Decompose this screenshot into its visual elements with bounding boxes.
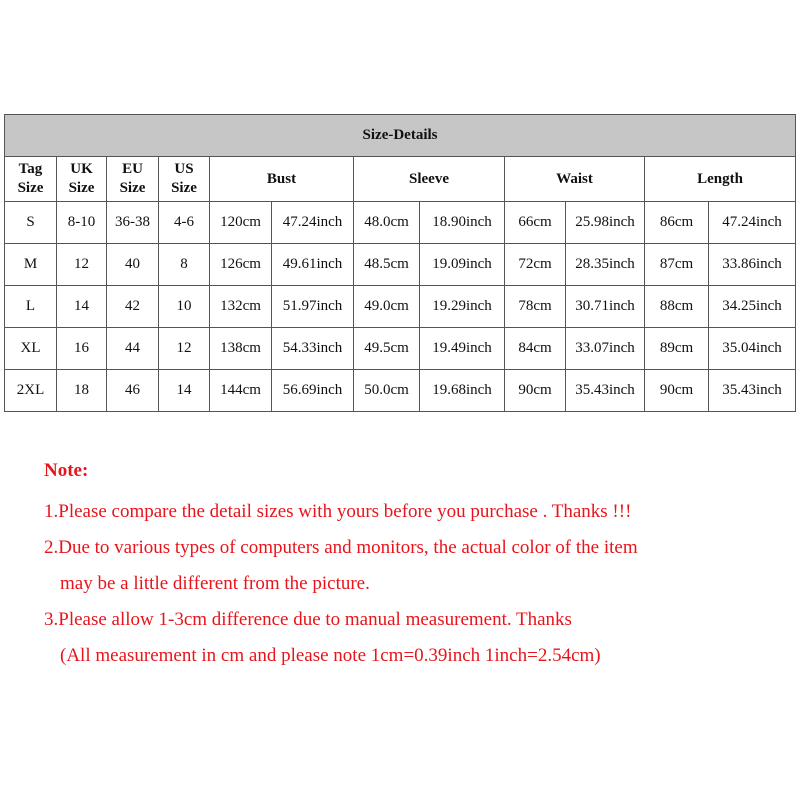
table-cell: 33.86inch	[709, 244, 796, 286]
table-cell: 25.98inch	[566, 202, 645, 244]
table-cell: 30.71inch	[566, 286, 645, 328]
table-cell: XL	[5, 328, 57, 370]
header-tag-size	[5, 157, 57, 202]
note-title: Note:	[44, 460, 89, 481]
header-eu-size-line1: EU	[122, 161, 143, 177]
table-cell: 49.5cm	[354, 328, 420, 370]
table-cell: 47.24inch	[709, 202, 796, 244]
table-cell: 72cm	[505, 244, 566, 286]
table-cell: 19.68inch	[420, 370, 505, 412]
table-cell: 86cm	[645, 202, 709, 244]
note-line-3: 3.Please allow 1-3cm difference due to manual measurement. Thanks	[44, 609, 572, 630]
table-cell: 47.24inch	[272, 202, 354, 244]
table-cell: 4-6	[159, 202, 210, 244]
table-cell: 49.0cm	[354, 286, 420, 328]
table-cell: 49.61inch	[272, 244, 354, 286]
header-bust: Bust	[210, 157, 354, 202]
table-cell: 19.29inch	[420, 286, 505, 328]
table-cell: 44	[107, 328, 159, 370]
header-length: Length	[645, 157, 796, 202]
table-cell: 35.43inch	[566, 370, 645, 412]
table-cell: 48.5cm	[354, 244, 420, 286]
table-cell: 34.25inch	[709, 286, 796, 328]
table-cell: 120cm	[210, 202, 272, 244]
table-cell: 35.04inch	[709, 328, 796, 370]
table-title-row	[5, 115, 796, 157]
header-us-size	[159, 157, 210, 202]
table-cell: 42	[107, 286, 159, 328]
table-row	[5, 202, 796, 244]
note-line-2: 2.Due to various types of computers and monitors, the actual color of the item	[44, 537, 638, 558]
table-cell: 89cm	[645, 328, 709, 370]
table-cell: 56.69inch	[272, 370, 354, 412]
table-title: Size-Details	[5, 115, 796, 157]
table-cell: 8-10	[57, 202, 107, 244]
table-cell: 50.0cm	[354, 370, 420, 412]
header-tag-size-line2: Size	[17, 180, 44, 196]
table-cell: M	[5, 244, 57, 286]
table-row	[5, 328, 796, 370]
table-cell: 18.90inch	[420, 202, 505, 244]
table-cell: 8	[159, 244, 210, 286]
table-cell: 144cm	[210, 370, 272, 412]
table-cell: 28.35inch	[566, 244, 645, 286]
table-header-row	[5, 157, 796, 202]
table-cell: 40	[107, 244, 159, 286]
header-us-size-line1: US	[174, 161, 194, 177]
header-waist: Waist	[505, 157, 645, 202]
header-uk-size	[57, 157, 107, 202]
table-cell: 66cm	[505, 202, 566, 244]
table-cell: 126cm	[210, 244, 272, 286]
notes-section	[44, 456, 784, 674]
table-cell: 88cm	[645, 286, 709, 328]
table-cell: 51.97inch	[272, 286, 354, 328]
header-us-size-line2: Size	[171, 180, 197, 196]
table-cell: 46	[107, 370, 159, 412]
table-body	[5, 202, 796, 412]
header-eu-size	[107, 157, 159, 202]
table-cell: 54.33inch	[272, 328, 354, 370]
table-cell: 10	[159, 286, 210, 328]
note-line-2-continued: may be a little different from the picture.	[60, 573, 370, 594]
table-cell: 78cm	[505, 286, 566, 328]
table-cell: 36-38	[107, 202, 159, 244]
table-cell: 90cm	[645, 370, 709, 412]
table-cell: 12	[159, 328, 210, 370]
table-cell: 132cm	[210, 286, 272, 328]
table-cell: 87cm	[645, 244, 709, 286]
table-cell: 90cm	[505, 370, 566, 412]
table-cell: L	[5, 286, 57, 328]
table-row	[5, 286, 796, 328]
table-cell: S	[5, 202, 57, 244]
header-sleeve: Sleeve	[354, 157, 505, 202]
table-cell: 84cm	[505, 328, 566, 370]
header-eu-size-line2: Size	[119, 180, 146, 196]
table-cell: 19.09inch	[420, 244, 505, 286]
header-uk-size-line2: Size	[68, 180, 95, 196]
table-row	[5, 370, 796, 412]
table-cell: 48.0cm	[354, 202, 420, 244]
table-cell: 33.07inch	[566, 328, 645, 370]
table-cell: 14	[159, 370, 210, 412]
table-cell: 138cm	[210, 328, 272, 370]
header-uk-size-line1: UK	[70, 161, 93, 177]
table-cell: 14	[57, 286, 107, 328]
table-cell: 12	[57, 244, 107, 286]
table-cell: 2XL	[5, 370, 57, 412]
table-cell: 16	[57, 328, 107, 370]
size-details-table	[4, 114, 796, 412]
header-tag-size-line1: Tag	[18, 161, 43, 177]
table-cell: 35.43inch	[709, 370, 796, 412]
table-cell: 18	[57, 370, 107, 412]
note-line-1: 1.Please compare the detail sizes with yours before you purchase . Thanks !!!	[44, 501, 632, 522]
table-row	[5, 244, 796, 286]
note-line-measurement: (All measurement in cm and please note 1cm=0.39inch 1inch=2.54cm)	[60, 645, 601, 666]
table-cell: 19.49inch	[420, 328, 505, 370]
